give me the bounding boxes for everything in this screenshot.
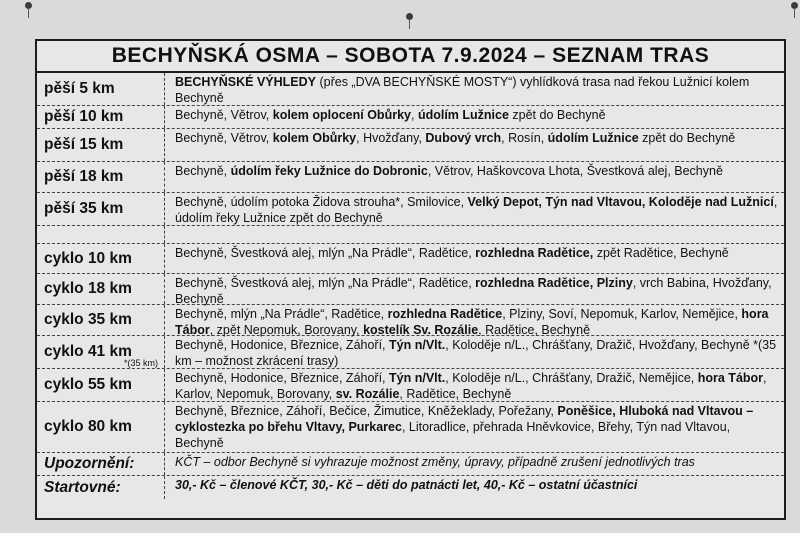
route-label-text: cyklo 18 km (44, 280, 132, 297)
route-label-text: pěší 15 km (44, 136, 124, 153)
route-highlight: sv. Rozálie (335, 387, 400, 401)
route-label (37, 369, 165, 401)
route-highlight: kolem oplocení Obůrky (272, 108, 411, 122)
route-highlight: rozhledna Radětice, Plziny (475, 276, 633, 290)
route-label-note: *(35 km) (123, 358, 158, 368)
route-text: , Koloděje n/L., Chrášťany, Dražič, Nemějice, (445, 371, 698, 385)
route-label-text: Startovné: (44, 478, 121, 496)
route-text: Bechyně, (175, 164, 231, 178)
route-row (37, 369, 784, 402)
route-label-text: pěší 18 km (44, 168, 124, 185)
route-highlight: údolím řeky Lužnice do Dobronic (230, 164, 428, 178)
route-row (37, 453, 784, 476)
route-label (37, 129, 165, 161)
route-label-text: cyklo 55 km (44, 376, 132, 393)
route-row (37, 162, 784, 193)
route-row (37, 226, 784, 244)
route-list-sheet (35, 39, 786, 520)
route-label-text: cyklo 10 km (44, 249, 132, 267)
route-text: , Větrov, Haškovcova Lhota, Švestková alej, Bechyně (427, 164, 723, 178)
route-description (165, 476, 784, 499)
route-text: KČT – odbor Bechyně si vyhrazuje možnost změny, úpravy, případně zrušení jednotlivých tras (175, 455, 695, 469)
route-text: , Koloděje n/L., Chrášťany, Dražič, Hvožďany, Bechyně *(35 km – možnost zkrácení trasy) (175, 338, 777, 368)
route-description (165, 129, 784, 161)
route-text: Bechyně, Větrov, (175, 131, 273, 145)
route-text: , Hvožďany, (356, 131, 426, 145)
pin-center (406, 13, 413, 20)
route-description (165, 305, 784, 335)
route-label-text: pěší 5 km (44, 80, 115, 97)
pin-right (791, 2, 798, 9)
route-label-text: pěší 35 km (44, 200, 124, 217)
route-text: Bechyně, Hodonice, Březnice, Záhoří, (175, 338, 390, 352)
route-highlight: údolím Lužnice (547, 131, 639, 145)
route-highlight: BECHYŇSKÉ VÝHLEDY (175, 75, 316, 89)
route-label (37, 106, 165, 128)
route-label-text: cyklo 41 km (44, 343, 132, 360)
route-label (37, 244, 165, 273)
route-description (165, 402, 784, 452)
route-text: Bechyně, Větrov, (175, 108, 273, 122)
route-text: zpět Radětice, Bechyně (593, 246, 729, 260)
route-highlight: rozhledna Radětice (387, 307, 503, 321)
route-row (37, 193, 784, 226)
route-description (165, 226, 784, 243)
route-description (165, 162, 784, 192)
route-label (37, 453, 165, 475)
route-highlight: 30,- Kč – členové KČT, 30,- Kč – děti do patnácti let, 40,- Kč – ostatní účastníci (175, 478, 638, 492)
route-text: Bechyně, Hodonice, Březnice, Záhoří, (175, 371, 390, 385)
route-description (165, 453, 784, 475)
route-row (37, 244, 784, 274)
route-row (37, 476, 784, 499)
route-highlight: Dubový vrch (425, 131, 502, 145)
route-row (37, 402, 784, 453)
route-label-text: cyklo 35 km (44, 311, 132, 328)
route-highlight: rozhledna Radětice, (475, 246, 594, 260)
route-row (37, 129, 784, 162)
route-highlight: hora Tábor (697, 371, 764, 385)
route-description (165, 274, 784, 304)
route-row (37, 305, 784, 336)
route-text: Bechyně, Březnice, Záhoří, Bečice, Žimutice, Kněžeklady, Pořežany, (175, 404, 558, 418)
route-description (165, 369, 784, 401)
route-text: Bechyně, Švestková alej, mlýn „Na Prádle“, Radětice, (175, 276, 476, 290)
route-description (165, 244, 784, 273)
route-text: , Plziny, Soví, Nepomuk, Karlov, Nemějice, (502, 307, 742, 321)
route-text: , Radětice, Bechyně (478, 323, 591, 337)
route-highlight: údolím Lužnice (417, 108, 509, 122)
route-highlight: hora Tábor (175, 307, 769, 337)
route-text: , (410, 108, 418, 122)
page-title: BECHYŇSKÁ OSMA – SOBOTA 7.9.2024 – SEZNAM TRAS (37, 41, 784, 73)
route-text: , vrch Babina, Hvožďany, Bechyně (175, 276, 772, 306)
route-label (37, 336, 165, 368)
route-row (37, 73, 784, 106)
route-text: Bechyně, mlýn „Na Prádle“, Radětice, (175, 307, 388, 321)
route-text: , Rosín, (501, 131, 548, 145)
pin-left (25, 2, 32, 9)
route-label (37, 226, 165, 243)
route-label (37, 476, 165, 499)
route-highlight: kostelík Sv. Rozálie (363, 323, 479, 337)
route-text: zpět do Bechyně (508, 108, 606, 122)
route-row (37, 336, 784, 369)
route-label (37, 402, 165, 452)
route-highlight: Týn n/Vlt. (389, 371, 446, 385)
route-highlight: Poněšice, Hluboká nad Vltavou – cyklostezka po břehu Vltavy, Purkarec (175, 404, 754, 434)
route-highlight: Velký Depot, Týn nad Vltavou, Koloděje nad Lužnicí (467, 195, 774, 209)
route-description (165, 193, 784, 225)
route-row (37, 106, 784, 129)
route-text: , Radětice, Bechyně (399, 387, 512, 401)
route-text: zpět do Bechyně (638, 131, 736, 145)
route-text: , údolím řeky Lužnice zpět do Bechyně (175, 195, 778, 225)
route-label (37, 162, 165, 192)
route-label (37, 73, 165, 105)
route-text: , zpět Nepomuk, Borovany, (209, 323, 364, 337)
route-label-text: cyklo 80 km (44, 418, 132, 435)
route-label-text: pěší 10 km (44, 108, 124, 125)
route-table (37, 73, 784, 499)
route-highlight: Týn n/Vlt. (389, 338, 446, 352)
route-description (165, 73, 784, 105)
route-description (165, 106, 784, 128)
route-text: , Karlov, Nepomuk, Borovany, (175, 371, 767, 401)
route-description (165, 336, 784, 368)
route-text: , Litoradlice, přehrada Hněvkovice, Břehy, Týn nad Vltavou, Bechyně (175, 420, 731, 450)
route-label (37, 305, 165, 335)
route-row (37, 274, 784, 305)
route-text: Bechyně, Švestková alej, mlýn „Na Prádle“, Radětice, (175, 246, 476, 260)
route-label-text: Upozornění: (44, 455, 135, 472)
route-text: (přes „DVA BECHYŇSKÉ MOSTY“) vyhlídková trasa nad řekou Lužnicí kolem Bechyně (175, 75, 750, 105)
route-text: Bechyně, údolím potoka Židova strouha*, Smilovice, (175, 195, 468, 209)
route-label (37, 274, 165, 304)
route-label (37, 193, 165, 225)
route-highlight: kolem Obůrky (272, 131, 357, 145)
